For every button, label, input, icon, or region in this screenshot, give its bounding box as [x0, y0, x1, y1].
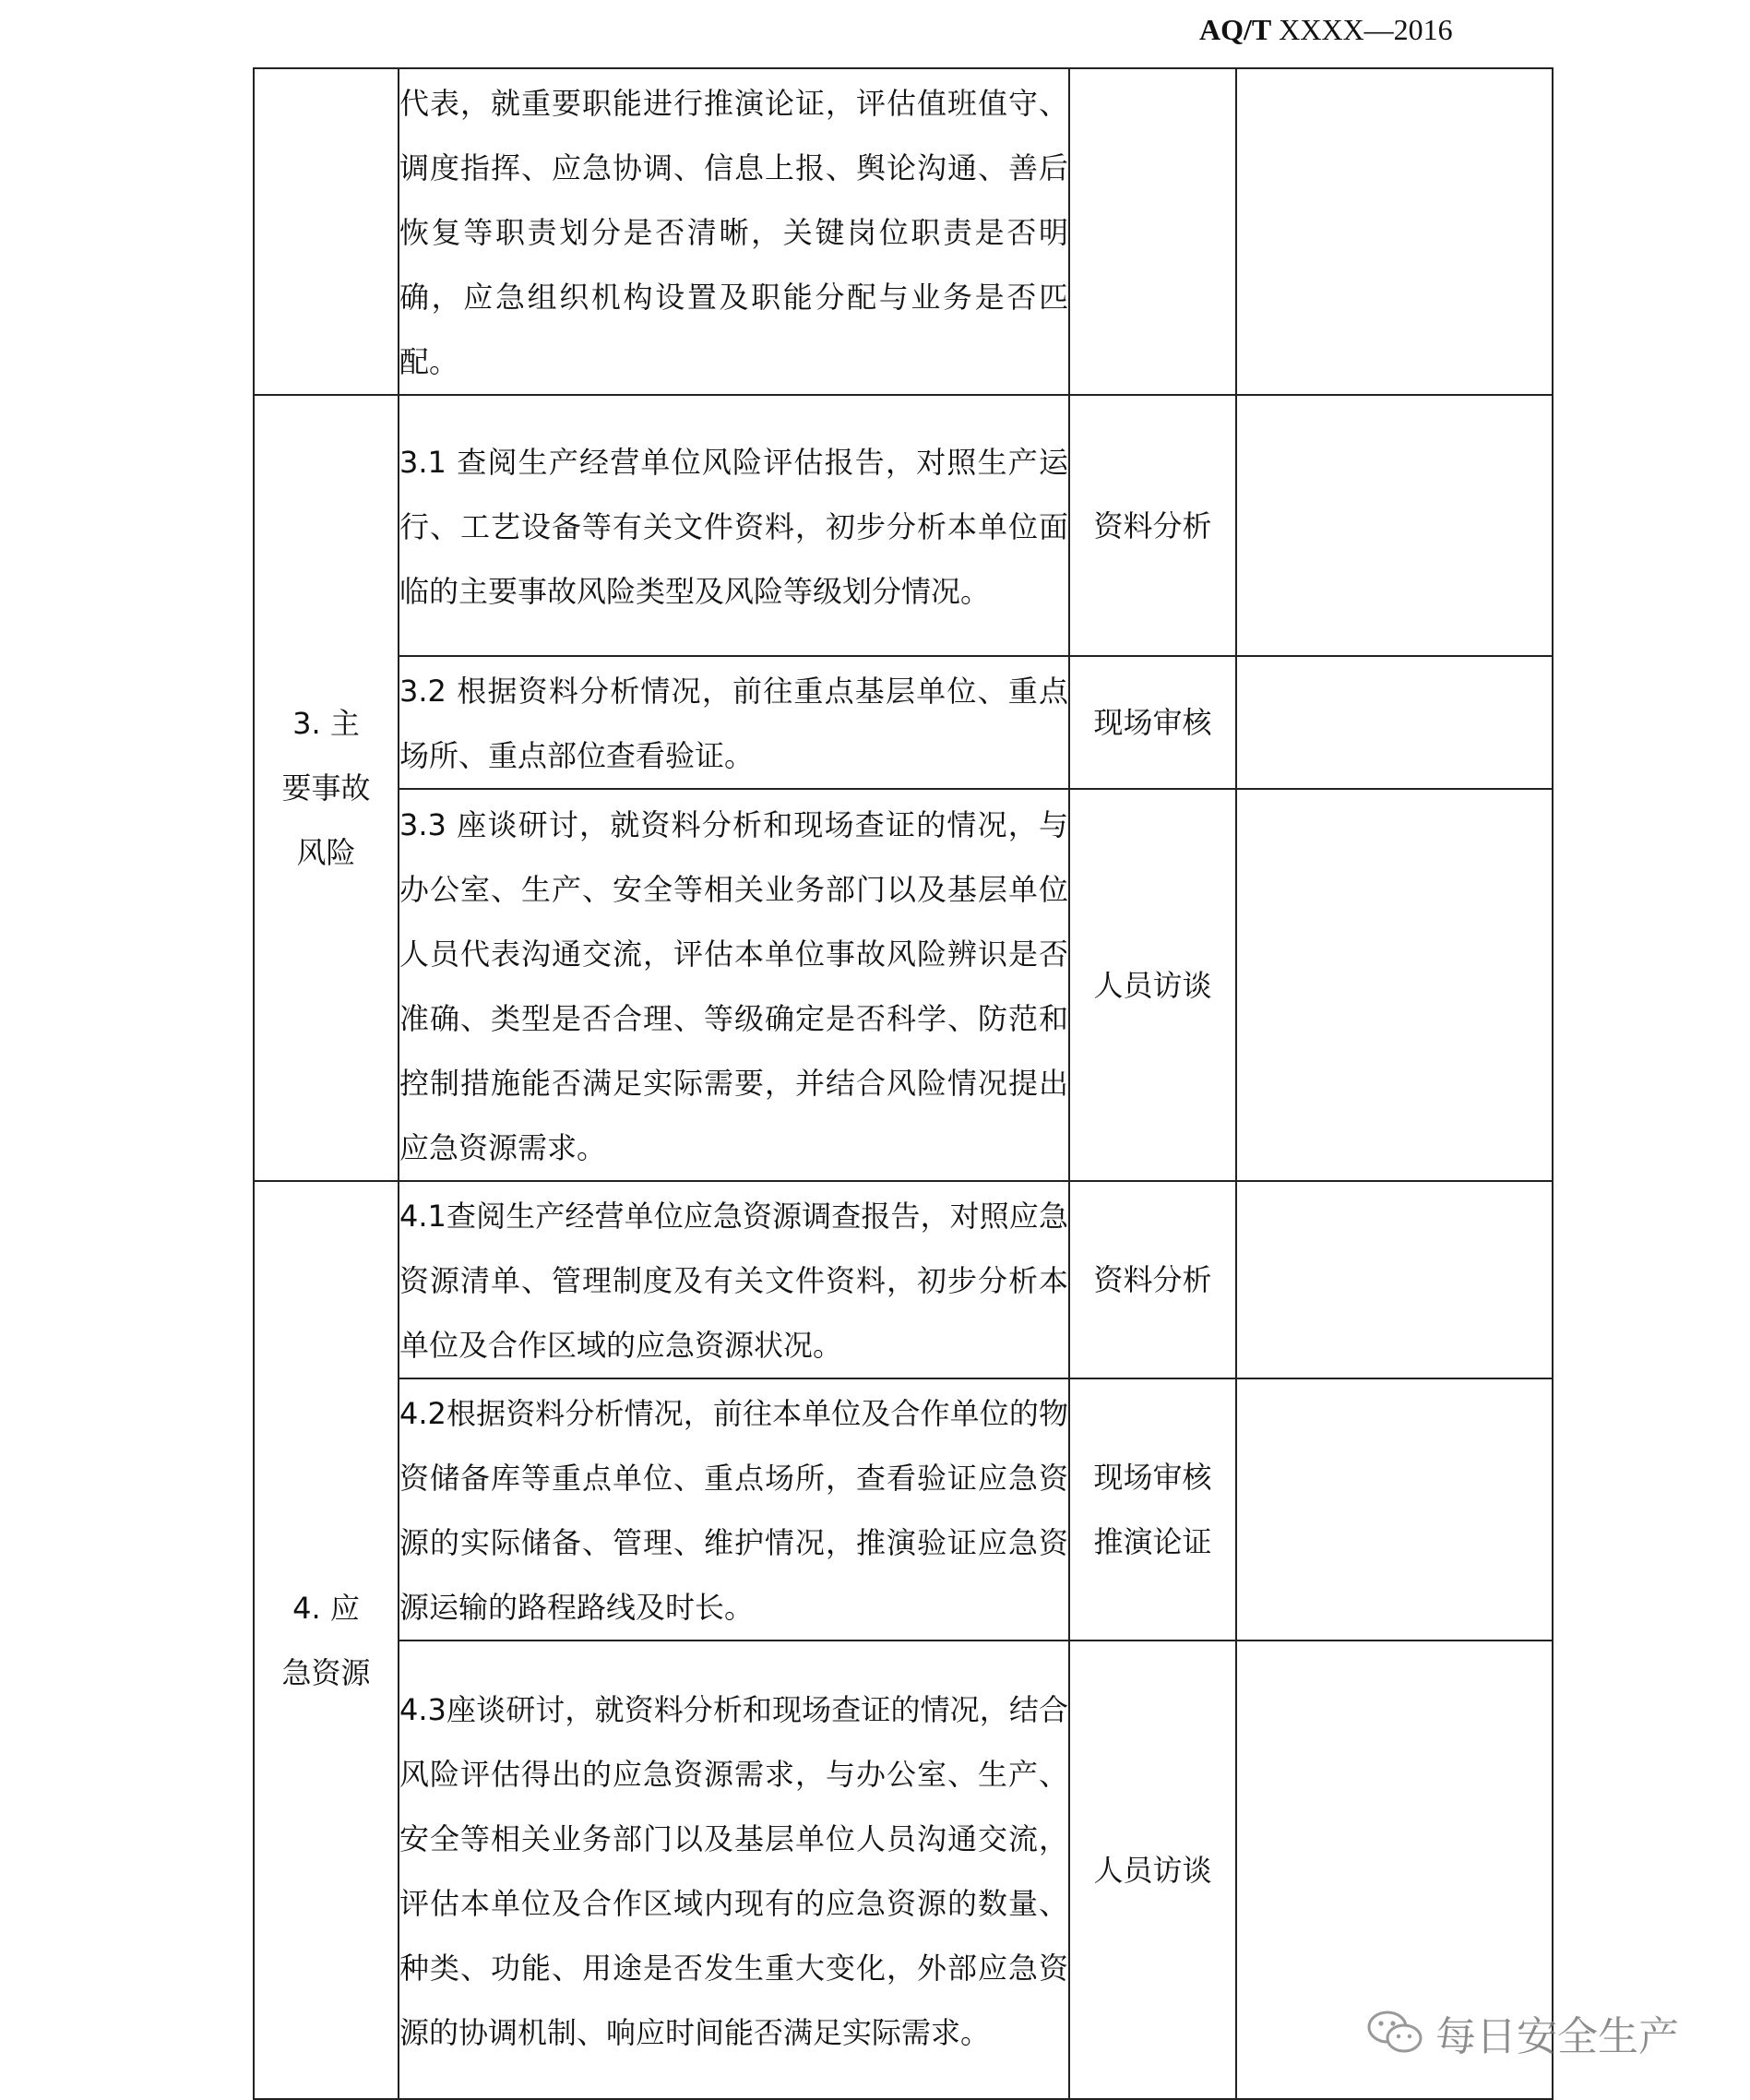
method-cell	[1069, 395, 1236, 656]
content-cell	[399, 789, 1069, 1181]
category-cell	[254, 395, 399, 1181]
method-text: 资料分析	[1093, 1262, 1212, 1297]
method-cell	[1069, 1181, 1236, 1378]
category-label: 3. 主要事故风险	[281, 706, 371, 870]
method-cell	[1069, 68, 1236, 395]
result-cell	[1236, 1378, 1553, 1641]
table-row	[254, 656, 1553, 789]
content-text: 代表，就重要职能进行推演论证，评估值班值守、调度指挥、应急协调、信息上报、舆论沟通、善后恢复等职责划分是否清晰，关键岗位职责是否明确，应急组织机构设置及职能分配与业务是否匹配。	[399, 86, 1068, 379]
method-cell	[1069, 1378, 1236, 1641]
method-text: 现场审核推演论证	[1093, 1460, 1212, 1559]
table-row	[254, 395, 1553, 656]
table-row	[254, 1641, 1553, 2099]
content-cell	[399, 1641, 1069, 2099]
category-label: 4. 应急资源	[281, 1590, 371, 1690]
method-text: 人员访谈	[1093, 967, 1212, 1003]
method-cell	[1069, 656, 1236, 789]
document-code-suffix: XXXX—2016	[1279, 13, 1453, 46]
table-row	[254, 789, 1553, 1181]
watermark	[1365, 2000, 1734, 2065]
method-text: 现场审核	[1093, 705, 1212, 740]
content-text: 4.3座谈研讨，就资料分析和现场查证的情况，结合风险评估得出的应急资源需求，与办公室、生产、安全等相关业务部门以及基层单位人员沟通交流，评估本单位及合作区域内现有的应急资源的数量、种类、功能、用途是否发生重大变化，外部应急资源的协调机制、响应时间能否满足实际需求。	[399, 1691, 1068, 2050]
method-text: 人员访谈	[1093, 1852, 1212, 1888]
result-cell	[1236, 68, 1553, 395]
content-cell	[399, 395, 1069, 656]
content-text: 3.1 查阅生产经营单位风险评估报告，对照生产运行、工艺设备等有关文件资料，初步分析本单位面临的主要事故风险类型及风险等级划分情况。	[399, 444, 1068, 609]
evaluation-table	[253, 67, 1554, 2100]
result-cell	[1236, 656, 1553, 789]
method-text: 资料分析	[1093, 507, 1212, 543]
method-cell	[1069, 1641, 1236, 2099]
content-cell	[399, 656, 1069, 789]
content-text: 3.2 根据资料分析情况，前往重点基层单位、重点场所、重点部位查看验证。	[399, 674, 1068, 773]
category-cell	[254, 68, 399, 395]
content-text: 4.2根据资料分析情况，前往本单位及合作单位的物资储备库等重点单位、重点场所，查看验证应急资源的实际储备、管理、维护情况，推演验证应急资源运输的路程路线及时长。	[399, 1396, 1068, 1625]
result-cell	[1236, 395, 1553, 656]
content-cell	[399, 1378, 1069, 1641]
table-row	[254, 1181, 1553, 1378]
method-cell	[1069, 789, 1236, 1181]
wechat-icon	[1365, 2009, 1426, 2057]
result-cell	[1236, 789, 1553, 1181]
result-cell	[1236, 1181, 1553, 1378]
watermark-text: 每日安全生产	[1435, 2013, 1679, 2060]
document-code-prefix: AQ/T	[1199, 13, 1272, 46]
table-row	[254, 1378, 1553, 1641]
content-cell	[399, 68, 1069, 395]
table-row	[254, 68, 1553, 395]
content-text: 3.3 座谈研讨，就资料分析和现场查证的情况，与办公室、生产、安全等相关业务部门以及基层单位人员代表沟通交流，评估本单位事故风险辨识是否准确、类型是否合理、等级确定是否科学、防范和控制措施能否满足实际需要，并结合风险情况提出应急资源需求。	[399, 806, 1068, 1165]
category-cell	[254, 1181, 399, 2099]
document-code	[1199, 13, 1750, 47]
content-cell	[399, 1181, 1069, 1378]
content-text: 4.1查阅生产经营单位应急资源调查报告，对照应急资源清单、管理制度及有关文件资料，初步分析本单位及合作区域的应急资源状况。	[399, 1199, 1068, 1363]
